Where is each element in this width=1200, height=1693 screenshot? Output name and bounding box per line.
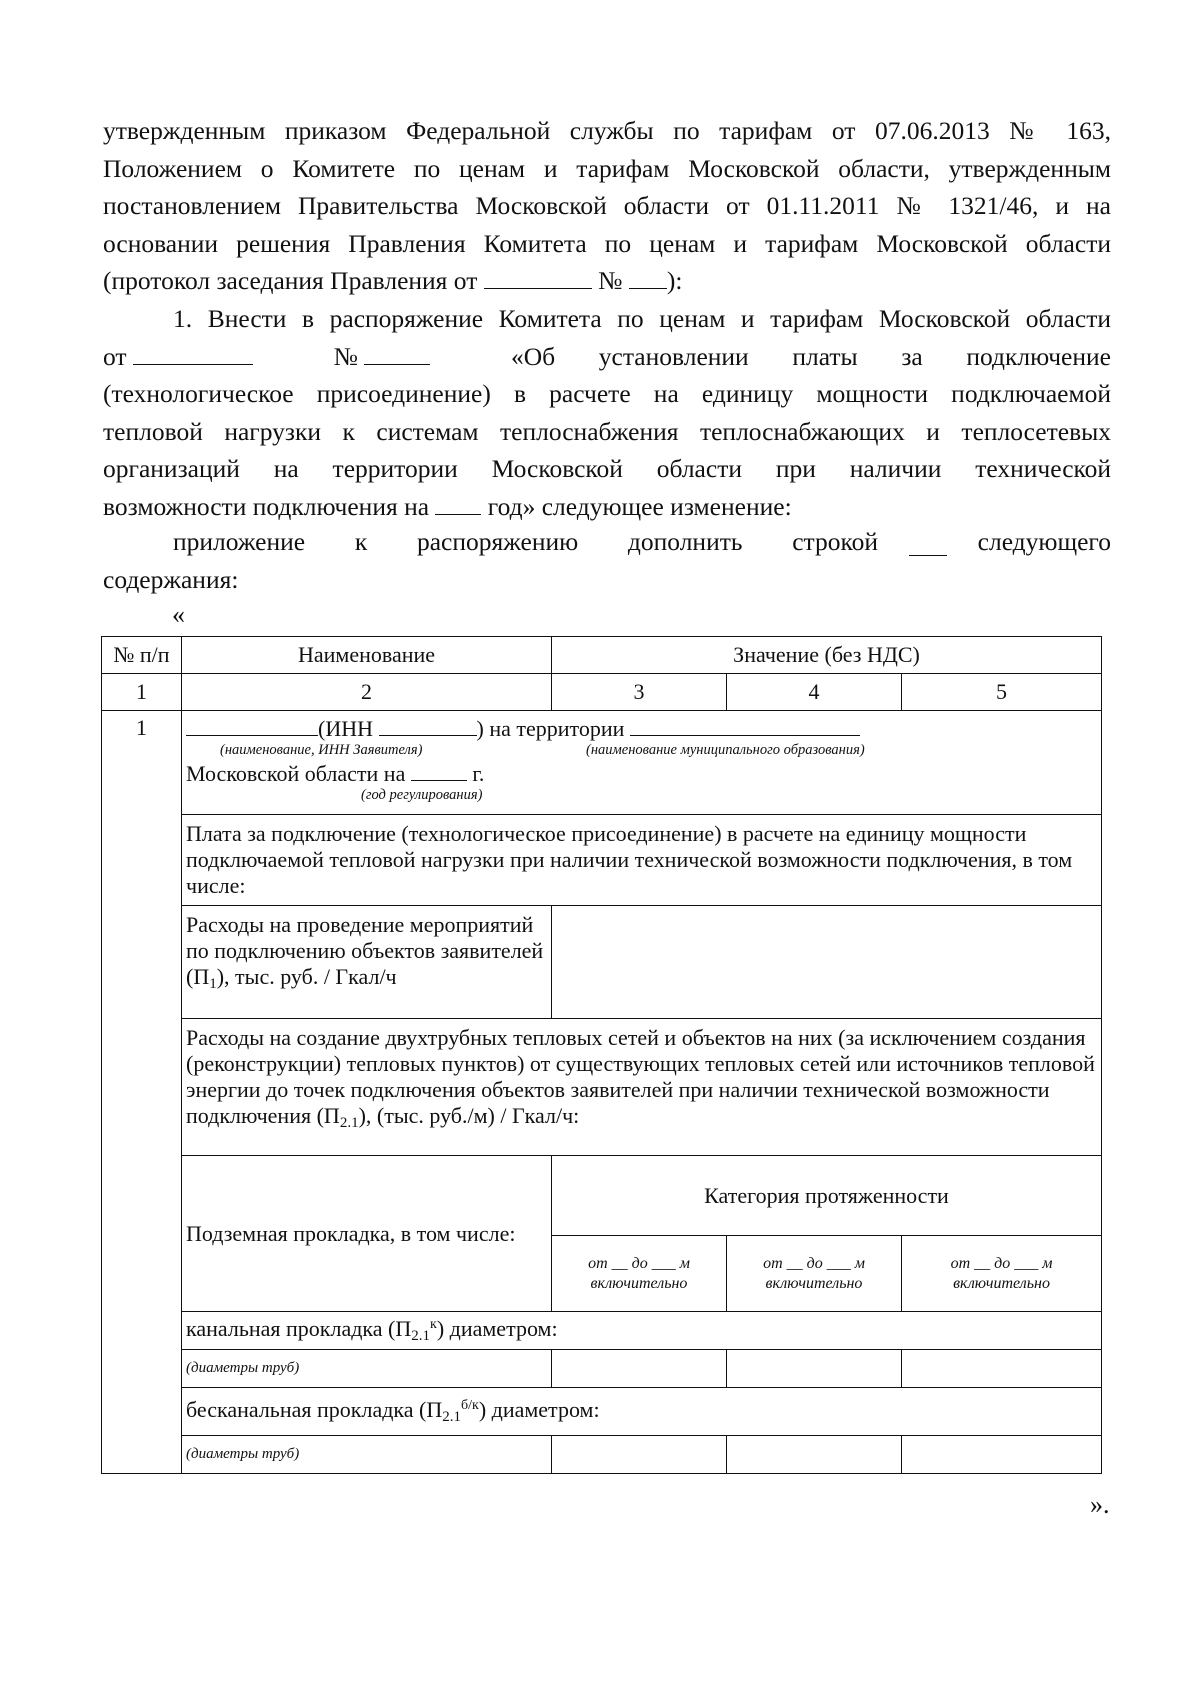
tariff-table xyxy=(101,636,1102,1474)
reg-year-blank xyxy=(411,760,467,781)
fee-row xyxy=(102,815,1102,906)
appendix-words xyxy=(173,523,878,561)
channel-cell xyxy=(182,1312,1102,1350)
protocol-number-blank xyxy=(629,266,667,289)
range-top: от __ до ___ м xyxy=(950,1254,1053,1272)
range-top: от __ до ___ м xyxy=(588,1254,690,1272)
intro-line-2: Положением о Комитете по ценам и тарифам Московской области, утвержденным xyxy=(103,153,1111,183)
word: подключение xyxy=(966,341,1111,371)
table-index-row xyxy=(102,674,1102,711)
channel-text: канальная прокладка (П xyxy=(186,1316,412,1341)
open-quote: « xyxy=(172,600,185,629)
following-label: следующего xyxy=(977,527,1111,556)
pipes-note: (диаметры труб) xyxy=(182,1436,552,1474)
channelless-text: бесканальная прокладка (П xyxy=(186,1397,443,1422)
category-cell: Категория протяженности xyxy=(552,1156,1102,1236)
index-cell: 1 xyxy=(102,674,182,711)
row-number: 1 xyxy=(102,711,182,1474)
header-number: № п/п xyxy=(102,637,182,674)
p1-sub: 1 xyxy=(209,976,217,992)
channelless-sup: б/к xyxy=(460,1398,479,1413)
change-label: год» следующее изменение: xyxy=(487,491,792,521)
pipes-note: (диаметры труб) xyxy=(182,1350,552,1388)
item-1-line-4: тепловой нагрузки к системам теплоснабжения теплоснабжающих и теплосетевых xyxy=(103,416,1111,446)
word: распоряжению xyxy=(416,527,579,556)
item-1-line-2 xyxy=(103,338,1111,376)
p21-row xyxy=(102,1019,1102,1156)
intro-line-5 xyxy=(103,262,1111,300)
connection-label: возможности подключения на xyxy=(103,491,430,521)
word: строкой xyxy=(792,527,878,556)
table-header-row xyxy=(102,637,1102,674)
channel-tail: ) диаметром: xyxy=(436,1316,558,1341)
range-bottom: включительно xyxy=(953,1274,1050,1292)
channelless-tail: ) диаметром: xyxy=(478,1397,600,1422)
close-quote: ». xyxy=(1090,1490,1110,1519)
range-cell-1 xyxy=(552,1236,727,1312)
applicant-row xyxy=(102,711,1102,815)
order-from-label: от xyxy=(103,341,127,371)
p1-value-cell xyxy=(552,906,1102,1019)
channelless-sub: 2.1 xyxy=(442,1409,461,1425)
order-number-label: № xyxy=(333,341,358,371)
word: платы xyxy=(792,341,858,371)
channel-sub: 2.1 xyxy=(411,1328,431,1344)
applicant-notes xyxy=(186,742,1097,760)
intro-paragraph xyxy=(103,112,1111,300)
year-blank xyxy=(435,492,481,515)
word: установлении xyxy=(598,341,749,371)
index-cell: 5 xyxy=(902,674,1102,711)
header-value: Значение (без НДС) xyxy=(552,637,1102,674)
word: приложение xyxy=(173,527,306,556)
index-cell: 3 xyxy=(552,674,727,711)
p1-row xyxy=(102,906,1102,1019)
item-1-line-6 xyxy=(103,488,1111,526)
territory-label: ) на территории xyxy=(476,716,625,741)
pipes-value-cell xyxy=(727,1350,902,1388)
p21-tail: ), (тыс. руб./м) / Гкал/ч: xyxy=(358,1103,580,1128)
range-cell-2 xyxy=(727,1236,902,1312)
range-bottom: включительно xyxy=(590,1274,688,1292)
p21-cell xyxy=(182,1019,1102,1156)
region-label: Московской области на xyxy=(186,761,406,786)
municipality-blank xyxy=(630,715,860,736)
inn-blank xyxy=(379,715,477,736)
order-number-blank xyxy=(364,342,430,365)
range-cell-3 xyxy=(902,1236,1102,1312)
municipality-note: (наименование муниципального образования) xyxy=(586,742,865,758)
underground-cell: Подземная прокладка, в том числе: xyxy=(182,1156,552,1312)
applicant-note: (наименование, ИНН Заявителя) xyxy=(220,742,423,758)
word: за xyxy=(901,341,923,371)
fee-cell: Плата за подключение (технологическое присоединение) в расчете на единицу мощности подключаемой тепловой нагрузки при наличии технической возможности подключения, в том числе: xyxy=(182,815,1102,906)
p1-label-cell xyxy=(182,906,552,1019)
applicant-name-blank xyxy=(186,715,318,736)
applicant-line-2 xyxy=(186,760,1097,787)
item-1-line-3: (технологическое присоединение) в расчете на единицу мощности подключаемой xyxy=(103,379,1111,408)
channelless-cell xyxy=(182,1388,1102,1436)
channel-sup: к xyxy=(430,1317,437,1332)
channel-row xyxy=(102,1312,1102,1350)
protocol-label: (протокол заседания Правления от xyxy=(103,266,478,295)
order-title-start xyxy=(511,338,1111,376)
header-name: Наименование xyxy=(182,637,552,674)
year-suffix: г. xyxy=(472,761,485,786)
word: дополнить xyxy=(627,527,743,556)
item-1-line-5: организаций на территории Московской области при наличии технической xyxy=(103,454,1111,483)
applicant-cell xyxy=(182,711,1102,815)
protocol-date-blank xyxy=(484,266,592,289)
word: к xyxy=(354,527,368,556)
range-bottom: включительно xyxy=(765,1274,863,1292)
range-top: от __ до ___ м xyxy=(763,1254,865,1272)
p1-tail: ), тыс. руб. / Гкал/ч xyxy=(216,964,397,989)
index-cell: 4 xyxy=(727,674,902,711)
pipes-value-cell xyxy=(552,1350,727,1388)
year-notes xyxy=(186,787,1097,805)
item-1-paragraph xyxy=(103,300,1111,525)
p1-text: Расходы на проведение мероприятий по подключению объектов заявителей (П xyxy=(186,912,544,989)
item-2-paragraph xyxy=(103,523,1111,598)
channel-pipes-row xyxy=(102,1350,1102,1388)
pipes-value-cell xyxy=(552,1436,727,1474)
p21-sub: 2.1 xyxy=(339,1115,359,1131)
intro-line-1: утвержденным приказом Федеральной службы по тарифам от 07.06.2013 № 163, xyxy=(103,116,1111,145)
protocol-close: ): xyxy=(666,266,683,295)
item-2-line-1 xyxy=(103,523,1111,561)
protocol-number-label: № xyxy=(598,266,623,295)
intro-line-3: постановлением Правительства Московской области от 01.11.2011 № 1321/46, и на xyxy=(103,191,1111,220)
year-note: (год регулирования) xyxy=(361,787,483,803)
channelless-row xyxy=(102,1388,1102,1436)
row-number-blank xyxy=(909,533,947,556)
pipes-value-cell xyxy=(727,1436,902,1474)
channelless-pipes-row xyxy=(102,1436,1102,1474)
inn-label: (ИНН xyxy=(318,716,373,741)
p21-text: Расходы на создание двухтрубных тепловых сетей и объектов на них (за исключением создания (реконструкции) тепловых пунктов) от существующих тепловых сетей или источников тепловой энергии до точек подключения объектов заявителей при наличии технической возможности подключения (П xyxy=(186,1025,1095,1128)
order-date-blank xyxy=(133,342,253,365)
order-from-group xyxy=(103,338,253,376)
applicant-line-1 xyxy=(186,715,1097,742)
order-number-group xyxy=(334,338,431,376)
category-row xyxy=(102,1156,1102,1236)
word: «Об xyxy=(511,341,556,371)
pipes-value-cell xyxy=(902,1350,1102,1388)
item-1-line-1: 1. Внести в распоряжение Комитета по ценам и тарифам Московской области xyxy=(173,304,1111,333)
pipes-value-cell xyxy=(902,1436,1102,1474)
intro-line-4: основании решения Правления Комитета по ценам и тарифам Московской области xyxy=(103,228,1111,258)
item-2-line-2: содержания: xyxy=(103,564,239,594)
index-cell: 2 xyxy=(182,674,552,711)
